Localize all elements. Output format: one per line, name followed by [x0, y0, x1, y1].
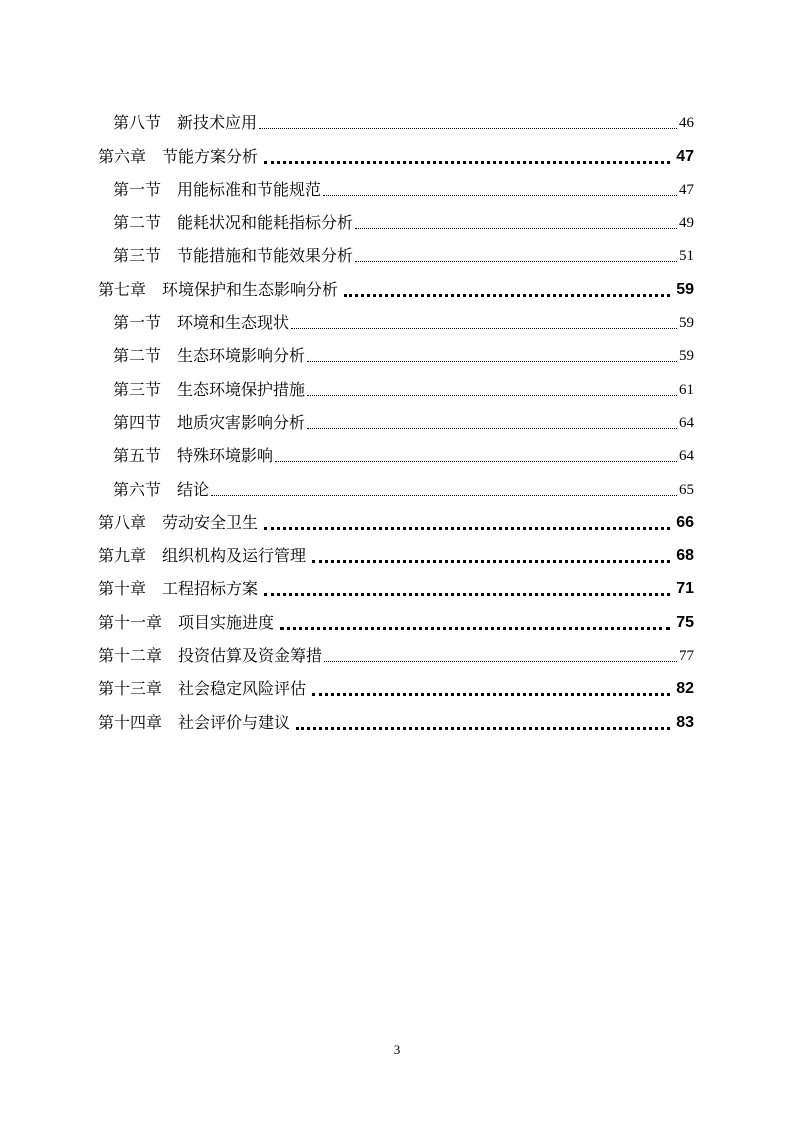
toc-entry-title: 第十一章 项目实施进度 [98, 612, 275, 632]
toc-entry-page: 47 [679, 181, 694, 198]
dot-leader [307, 415, 677, 433]
toc-entry-section-7-5[interactable] [98, 433, 694, 466]
toc-entry-title: 第八节 新技术应用 [113, 113, 258, 133]
toc-entry-page: 66 [676, 513, 694, 531]
toc-entry-title: 第七章 环境保护和生态影响分析 [98, 279, 339, 299]
dot-leader [312, 681, 670, 699]
dot-leader [355, 215, 677, 233]
dot-leader [312, 548, 670, 566]
toc-entry-section-7-6[interactable] [98, 466, 694, 499]
toc-entry-chapter-12[interactable] [98, 633, 694, 666]
dot-leader [324, 648, 677, 666]
toc-entry-title: 第十章 工程招标方案 [98, 579, 259, 599]
toc-entry-page: 77 [679, 648, 694, 665]
toc-entry-title: 第十三章 社会稳定风险评估 [98, 679, 307, 699]
table-of-contents [98, 100, 694, 733]
toc-entry-title: 第十二章 投资估算及资金筹措 [98, 646, 323, 666]
dot-leader [259, 115, 677, 133]
toc-entry-page: 46 [679, 115, 694, 132]
toc-entry-section-6-2[interactable] [98, 200, 694, 233]
toc-entry-title: 第六章 节能方案分析 [98, 146, 259, 166]
toc-entry-section-7-3[interactable] [98, 366, 694, 399]
toc-entry-page: 64 [679, 448, 694, 465]
toc-entry-title: 第四节 地质灾害影响分析 [113, 412, 306, 432]
toc-entry-title: 第六节 结论 [113, 479, 210, 499]
dot-leader [264, 149, 670, 167]
toc-entry-chapter-14[interactable] [98, 699, 694, 732]
dot-leader [291, 315, 677, 333]
toc-entry-chapter-11[interactable] [98, 599, 694, 632]
toc-entry-page: 65 [679, 481, 694, 498]
toc-entry-page: 64 [679, 414, 694, 431]
dot-leader [275, 448, 677, 466]
toc-entry-page: 59 [679, 348, 694, 365]
toc-entry-page: 61 [679, 381, 694, 398]
dot-leader [211, 482, 677, 500]
toc-entry-title: 第五节 特殊环境影响 [113, 446, 274, 466]
toc-entry-page: 51 [679, 248, 694, 265]
toc-entry-title: 第一节 环境和生态现状 [113, 313, 290, 333]
toc-entry-title: 第二节 能耗状况和能耗指标分析 [113, 213, 354, 233]
dot-leader [307, 348, 677, 366]
dot-leader [355, 248, 677, 266]
toc-entry-chapter-10[interactable] [98, 566, 694, 599]
dot-leader [344, 282, 670, 300]
toc-entry-title: 第八章 劳动安全卫生 [98, 512, 259, 532]
toc-entry-title: 第三节 节能措施和节能效果分析 [113, 246, 354, 266]
dot-leader [296, 715, 670, 733]
toc-entry-page: 75 [676, 613, 694, 631]
toc-entry-section-7-1[interactable] [98, 300, 694, 333]
toc-entry-page: 59 [676, 280, 694, 298]
toc-entry-title: 第二节 生态环境影响分析 [113, 346, 306, 366]
toc-entry-page: 82 [676, 680, 694, 698]
toc-entry-page: 49 [679, 215, 694, 232]
dot-leader [307, 382, 677, 400]
page-number: 3 [393, 1042, 401, 1057]
toc-entry-page: 68 [676, 547, 694, 565]
toc-entry-page: 59 [679, 315, 694, 332]
toc-entry-section-6-3[interactable] [98, 233, 694, 266]
toc-entry-section-8-new-tech[interactable] [98, 100, 694, 133]
dot-leader [264, 515, 670, 533]
toc-entry-chapter-6[interactable] [98, 133, 694, 166]
toc-entry-title: 第九章 组织机构及运行管理 [98, 546, 307, 566]
dot-leader [323, 182, 677, 200]
toc-entry-chapter-9[interactable] [98, 533, 694, 566]
toc-entry-section-6-1[interactable] [98, 167, 694, 200]
toc-entry-title: 第一节 用能标准和节能规范 [113, 179, 322, 199]
toc-entry-title: 第三节 生态环境保护措施 [113, 379, 306, 399]
toc-entry-chapter-13[interactable] [98, 666, 694, 699]
toc-entry-section-7-4[interactable] [98, 400, 694, 433]
toc-entry-title: 第十四章 社会评价与建议 [98, 712, 291, 732]
toc-entry-page: 83 [676, 713, 694, 731]
dot-leader [280, 615, 670, 633]
toc-entry-page: 71 [676, 580, 694, 598]
toc-entry-chapter-8[interactable] [98, 500, 694, 533]
toc-entry-page: 47 [676, 147, 694, 165]
toc-entry-chapter-7[interactable] [98, 266, 694, 299]
toc-entry-section-7-2[interactable] [98, 333, 694, 366]
dot-leader [264, 581, 670, 599]
